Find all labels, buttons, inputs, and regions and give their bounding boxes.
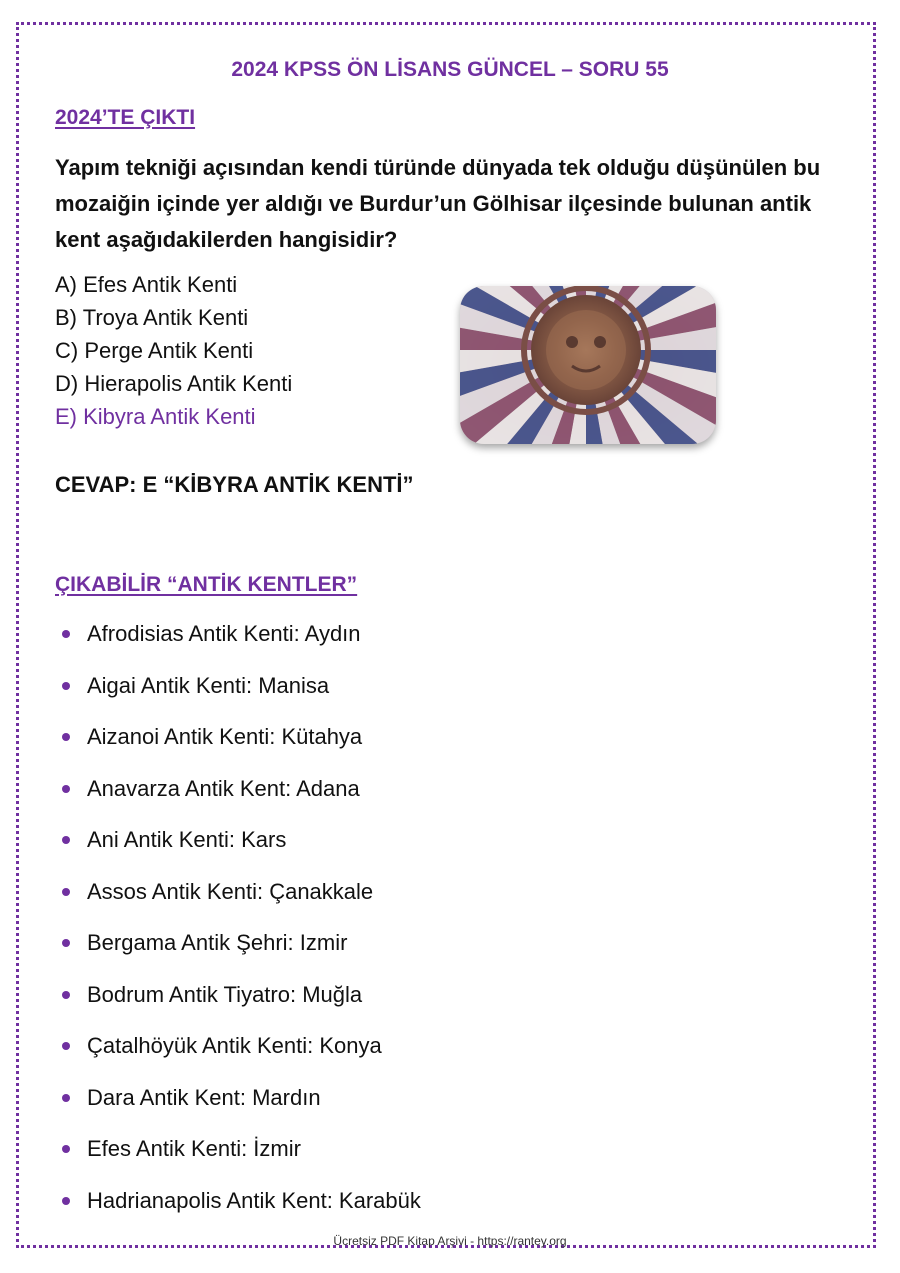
list-item: Çatalhöyük Antik Kenti: Konya [62, 1020, 421, 1072]
list-item: Efes Antik Kenti: İzmir [62, 1123, 421, 1175]
bullet-icon [62, 1145, 70, 1153]
medusa-mosaic-image [460, 286, 716, 444]
list-item: Ani Antik Kenti: Kars [62, 814, 421, 866]
list-item: Dara Antik Kent: Mardın [62, 1072, 421, 1124]
bullet-icon [62, 630, 70, 638]
option-e-correct: E) Kibyra Antik Kenti [55, 404, 256, 429]
bullet-icon [62, 733, 70, 741]
list-item: Bergama Antik Şehri: Izmir [62, 917, 421, 969]
list-item: Aigai Antik Kenti: Manisa [62, 660, 421, 712]
answer-text: CEVAP: E “KİBYRA ANTİK KENTİ” [55, 472, 414, 497]
bullet-icon [62, 1094, 70, 1102]
list-item: Afrodisias Antik Kenti: Aydın [62, 608, 421, 660]
bullet-icon [62, 785, 70, 793]
section-heading-may-appear: ÇIKABİLİR “ANTİK KENTLER” [55, 573, 358, 596]
bullet-icon [62, 991, 70, 999]
list-item: Anavarza Antik Kent: Adana [62, 763, 421, 815]
bullet-icon [62, 939, 70, 947]
bullet-icon [62, 682, 70, 690]
bullet-icon [62, 1042, 70, 1050]
ancient-cities-list [62, 608, 421, 1226]
answer-options [55, 268, 292, 433]
bullet-icon [62, 1197, 70, 1205]
option-c: C) Perge Antik Kenti [55, 338, 254, 363]
option-a: A) Efes Antik Kenti [55, 272, 238, 297]
list-item: Assos Antik Kenti: Çanakkale [62, 866, 421, 918]
question-text: Yapım tekniği açısından kendi türünde dünyada tek olduğu düşünülen bu mozaiğin içinde yer aldığı ve Burdur’un Gölhisar ilçesinde bulunan antik kent aşağıdakilerden hangisidir? [55, 155, 821, 252]
option-b: B) Troya Antik Kenti [55, 305, 249, 330]
list-item: Hadrianapolis Antik Kent: Karabük [62, 1175, 421, 1227]
footer-note: Ücretsiz PDF Kitap Arşivi - https://rantey.org [333, 1234, 567, 1248]
bullet-icon [62, 836, 70, 844]
list-item: Bodrum Antik Tiyatro: Muğla [62, 969, 421, 1021]
page-title: 2024 KPSS ÖN LİSANS GÜNCEL – SORU 55 [231, 58, 669, 81]
bullet-icon [62, 888, 70, 896]
section-heading-asked: 2024’TE ÇIKTI [55, 106, 196, 129]
option-d: D) Hierapolis Antik Kenti [55, 371, 293, 396]
list-item: Aizanoi Antik Kenti: Kütahya [62, 711, 421, 763]
